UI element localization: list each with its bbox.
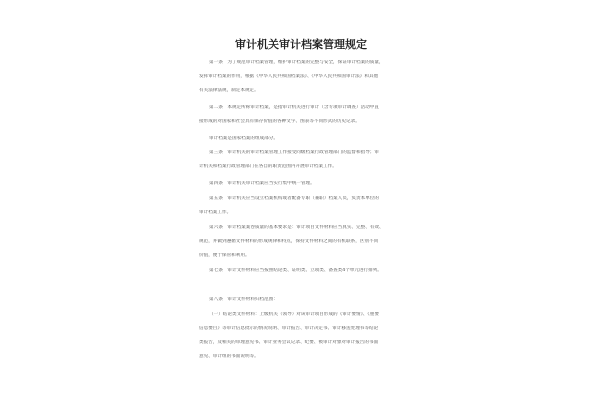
text-line: 规范，并做到遵循文件材料的形成规律和特点，保持文件材料之间的有机联系，区别不同 (199, 239, 379, 244)
document-title: 审计机关审计档案管理规定 (235, 38, 367, 51)
text-line: 发挥审计档案的作用，根据《中华人民共和国档案法》、《中华人民共和国审计法》和其他 (199, 74, 379, 79)
text-line: 有关法律法规，制定本规定。 (199, 88, 259, 93)
text-line: 价值，便于保管和利用。 (199, 253, 250, 258)
text-line: （一）结论类文件材料：上级机关（领导）对该审计项目形成的《审计要情》、《重要 (209, 312, 379, 317)
text-line: 第一条 为了规范审计档案管理，维护审计档案的完整与安全，保证审计档案的质量， (209, 60, 384, 65)
text-line: 审计档案工作。 (199, 210, 232, 215)
text-line: 类报告，及相关的审理意见书、审计业务会议记录、纪要、被审计对象对审计报告的书面 (199, 340, 379, 345)
text-line: 第四条 审计机关审计档案应当实行集中统一管理。 (209, 181, 315, 186)
text-line: 审计档案是国家档案的组成部分。 (209, 136, 278, 141)
text-line: 意见、审计组的书面说明等。 (199, 354, 259, 359)
text-line: 接形成的对国家和社会具有保存价值的各种文字、图表等不同形式的历史记录。 (199, 119, 360, 124)
text-line: 计机关和档案行政管理部门在各自的职责范围内开展审计档案工作。 (199, 164, 337, 169)
text-line: 第六条 审计档案案卷质量的基本要求是：审计项目文件材料应当真实、完整、有效、 (209, 225, 384, 230)
text-line: 第八条 审计文件材料归档范围： (209, 297, 278, 302)
text-line: 第七条 审计文件材料应当按照结论类、证明类、立项类、备查类4个单元进行排列。 (209, 268, 382, 273)
text-line: 第二条 本规定所称审计档案，是指审计机关进行审计（含专项审计调查）活动中直 (209, 105, 379, 110)
text-line: 第三条 审计机关的审计档案管理工作接受同级档案行政管理部门的监督和指导；审 (209, 150, 379, 155)
text-line: 信息要目》等审计信息批示的情况说明、审计报告、审计决定书、审计移送处理书等结论 (199, 326, 379, 331)
text-line: 第五条 审计机关应当设立档案机构或者配备专职（兼职）档案人员，负责本单位的 (209, 196, 379, 201)
